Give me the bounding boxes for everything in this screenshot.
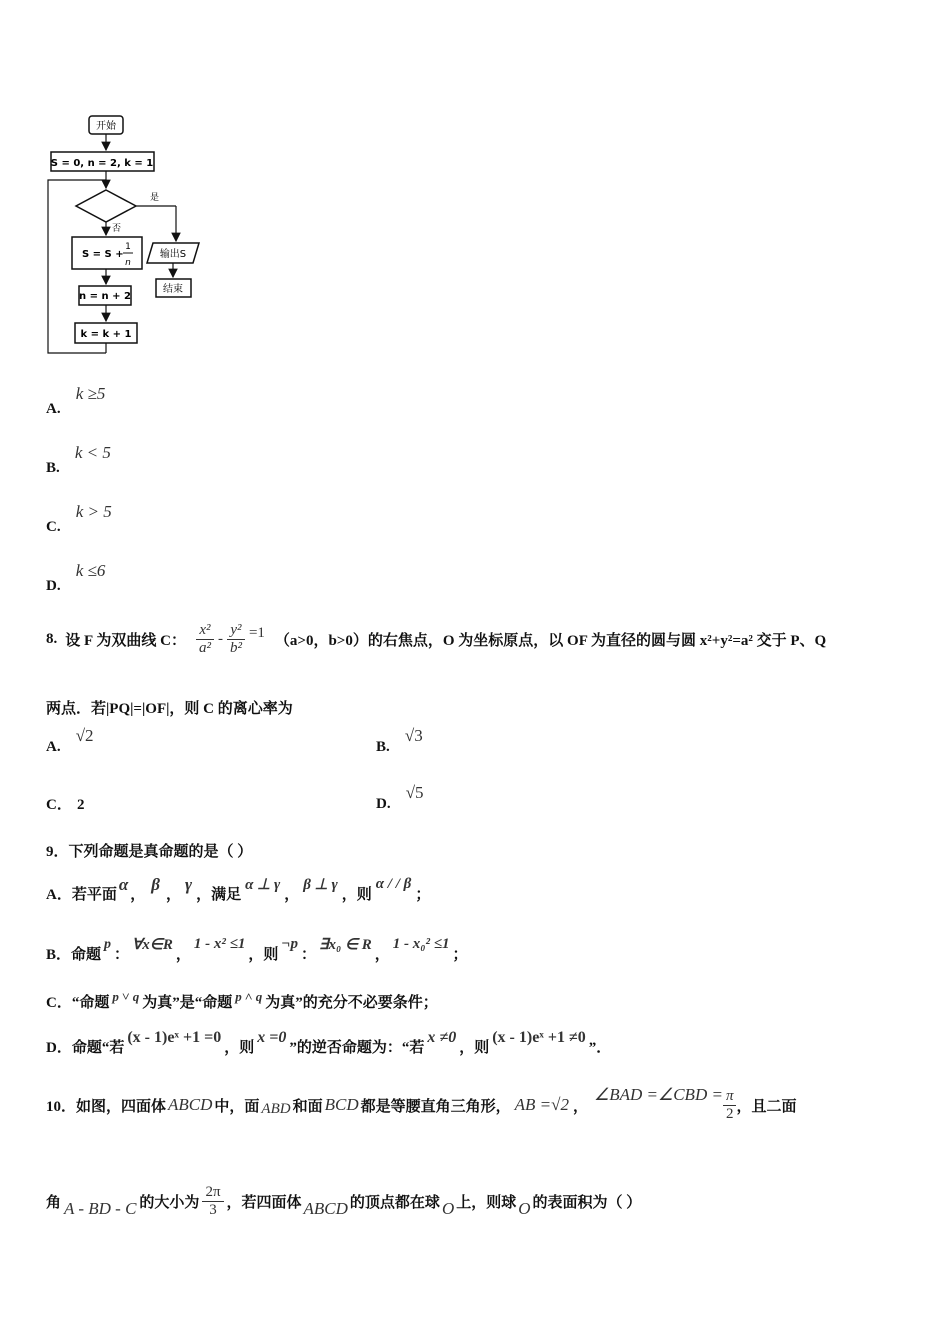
- flow-decision: [76, 190, 136, 222]
- flow-output-text: 输出S: [159, 249, 187, 260]
- q7-option-a-expr: k ≥5: [75, 384, 106, 403]
- q8-option-a: A. √2: [46, 726, 94, 755]
- q7-option-c: [46, 502, 112, 535]
- q10-line1: 10．如图，四面体 ABCD 中，面 ABD 和面 BCD 都是等腰直角三角形， AB =√2 ， ∠BAD =∠CBD = $\frac{\pi}{2}$ ，且二面: [46, 1085, 797, 1122]
- q8-line1: 8. 设 F 为双曲线 C： $\frac{\text{x²}}{\text{a²}}$ - $\frac{\text{y²}}{\text{b²}}$ =1 （a>0，b>0）的右焦点，O 为坐标原点，以 OF 为直径的圆与圆 x²+y²=a² 交于 P、Q: [46, 622, 827, 656]
- q8-option-d: D. √5: [376, 783, 424, 812]
- q8-number: 8.: [46, 630, 58, 647]
- q8-text-b: （a>0，b>0）的右焦点，O 为坐标原点，以 OF 为直径的圆与圆 x²+y²=a² 交于 P、Q: [274, 632, 827, 649]
- flow-update-s-num: 1: [125, 242, 131, 252]
- q7-option-d: [46, 561, 106, 594]
- q9-option-d: D．命题“若 (x - 1)eˣ +1 =0 ，则 x =0 ”的逆否命题为：“若 x ≠0 ，则 (x - 1)eˣ +1 ≠0 ”．: [46, 1028, 612, 1056]
- flow-init-text: S = 0, n = 2, k = 1: [50, 158, 154, 169]
- q9-title: 9．下列命题是真命题的是（ ）: [46, 844, 253, 860]
- q7-option-d-expr: k ≤6: [75, 561, 106, 580]
- flow-update-n-text: n = n + 2: [79, 291, 131, 302]
- q10-two-pi-over-3: $\frac{2\pi}{3}$: [202, 1184, 223, 1218]
- q10-pi-over-2: $\frac{\pi}{2}$: [723, 1088, 737, 1122]
- q7-option-b: [46, 443, 111, 476]
- flow-start-text: 开始: [96, 121, 116, 132]
- q7-option-a: [46, 384, 106, 417]
- flow-end-text: 结束: [163, 284, 183, 295]
- q7-option-d-label: D.: [46, 578, 61, 594]
- q8-option-c: C． 2: [46, 797, 85, 813]
- q7-option-b-expr: k < 5: [74, 443, 111, 462]
- q10-line2: 角 A - BD - C 的大小为 $\frac{2\pi}{3}$ ，若四面体 ABCD 的顶点都在球 O 上，则球 O 的表面积为（ ）: [46, 1184, 642, 1218]
- flow-update-s-den: n: [125, 258, 131, 268]
- q8-line2: [46, 697, 293, 718]
- flow-update-s-text: S = S +: [82, 249, 124, 260]
- q8-text-a: 设 F 为双曲线 C：: [65, 632, 186, 649]
- flowchart: [40, 108, 220, 370]
- flow-yes: 是: [150, 193, 160, 203]
- q9-option-b: B．命题 p ： ∀x∈R ， 1 - x² ≤1 ，则 ¬p ： ∃x₀ ∈ R ， 1 - x₀² ≤1 ；: [46, 936, 468, 963]
- q7-option-b-label: B.: [46, 460, 60, 476]
- q7-option-c-label: C.: [46, 519, 61, 535]
- q8-option-b: B. √3: [376, 726, 423, 755]
- q7-option-c-expr: k > 5: [75, 502, 112, 521]
- q8-frac1: $\frac{\text{x²}}{\text{a²}}$: [196, 622, 214, 656]
- flow-no: 否: [112, 224, 122, 234]
- q7-option-a-label: A.: [46, 401, 61, 417]
- q8-text-c: 两点．若|PQ|=|OF|，则 C 的离心率为: [46, 701, 293, 717]
- q9-option-a: A．若平面 α ， β ， γ ，满足 α ⊥ γ ， β ⊥ γ ，则 α / / β ；: [46, 874, 431, 903]
- flow-update-k-text: k = k + 1: [80, 329, 132, 340]
- q8-frac2: $\frac{\text{y²}}{\text{b²}}$: [227, 622, 245, 656]
- q9-option-c: C．“命题 p ˅ q 为真”是“命题 p ˄ q 为真”的充分不必要条件；: [46, 988, 438, 1011]
